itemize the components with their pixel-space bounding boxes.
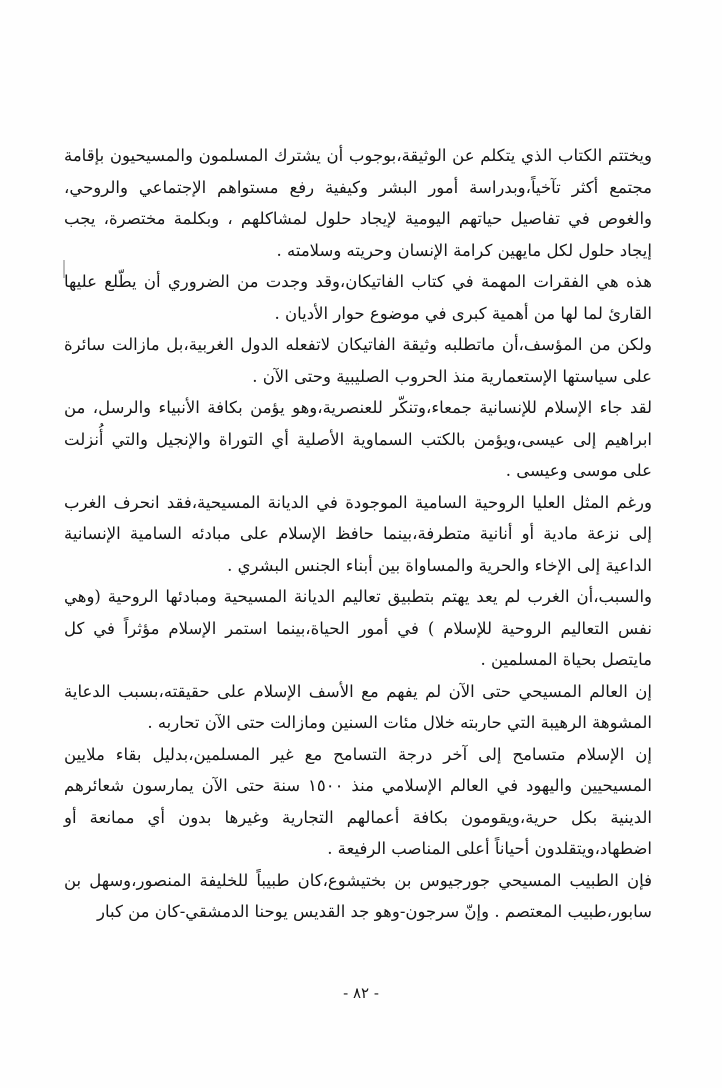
paragraph-1: ويختتم الكتاب الذي يتكلم عن الوثيقة،بوجوب أن يشترك المسلمون والمسيحيون بإقامة مجتمع أكثر تآخياً،وبدراسة أمور البشر وكيفية رفع مستواهم الإجتماعي والروحي، والغوص في تفاصيل حياتهم اليومية لإيجاد حلول لمشاكلهم ، وبكلمة مختصرة، يجب إيجاد حلول لكل مايهين كرامة الإنسان وحريته وسلامته .: [64, 146, 652, 260]
paragraph-4: لقد جاء الإسلام للإنسانية جمعاء،وتنكّر للعنصرية،وهو يؤمن بكافة الأنبياء والرسل، من ابراهيم إلى عيسى،ويؤمن بالكتب السماوية الأصلية أي التوراة والإنجيل والتي أُنزلت على موسى وعيسى .: [64, 398, 652, 480]
paragraph-2: هذه هي الفقرات المهمة في كتاب الفاتيكان،وقد وجدت من الضروري أن يطّلع عليها القارئ لما لها من أهمية كبرى في موضوع حوار الأديان .: [64, 272, 652, 323]
body-text: [64, 140, 652, 928]
paragraph-3: ولكن من المؤسف،أن ماتطلبه وثيقة الفاتيكان لاتفعله الدول الغربية،بل مازالت سائرة على سياستها الإستعمارية منذ الحروب الصليبية وحتى الآن .: [64, 335, 652, 386]
paragraph-7: إن العالم المسيحي حتى الآن لم يفهم مع الأسف الإسلام على حقيقته،بسبب الدعاية المشوهة الرهيبة التي حاربته خلال مئات السنين ومازالت حتى الآن تحاربه .: [64, 681, 652, 732]
paragraph-9: فإن الطبيب المسيحي جورجيوس بن بختيشوع،كان طبيباً للخليفة المنصور،وسهل بن سابور،طبيب المعتصم . وإنّ سرجون-وهو جد القديس يوحنا الدمشقي-كان من كبار: [64, 870, 652, 921]
paragraph-5: ورغم المثل العليا الروحية السامية الموجودة في الديانة المسيحية،فقد انحرف الغرب إلى نزعة مادية أو أنانية متطرفة،بينما حافظ الإسلام على مبادئه السامية الإنسانية الداعية إلى الإخاء والحرية والمساواة بين أبناء الجنس البشري .: [64, 492, 652, 575]
page-number: - ٨٢ -: [343, 984, 379, 1002]
paragraph-8: إن الإسلام متسامح إلى آخر درجة التسامح مع غير المسلمين،بدليل بقاء ملايين المسيحيين واليهود في العالم الإسلامي منذ ١٥٠٠ سنة حتى الآن يمارسون شعائرهم الدينية بكل حرية،ويقومون بكافة أعمالهم التجارية وغيرها بدون أي ممانعة أو اضطهاد،ويتقلدون أحياناً أعلى المناصب الرفيعة .: [64, 744, 653, 858]
paragraph-6: والسبب،أن الغرب لم يعد يهتم بتطبيق تعاليم الديانة المسيحية ومبادئها الروحية (وهي نفس التعاليم الروحية للإسلام ) في أمور الحياة،بينما استمر الإسلام مؤثراً في كل مايتصل بحياة المسلمين .: [64, 587, 652, 669]
